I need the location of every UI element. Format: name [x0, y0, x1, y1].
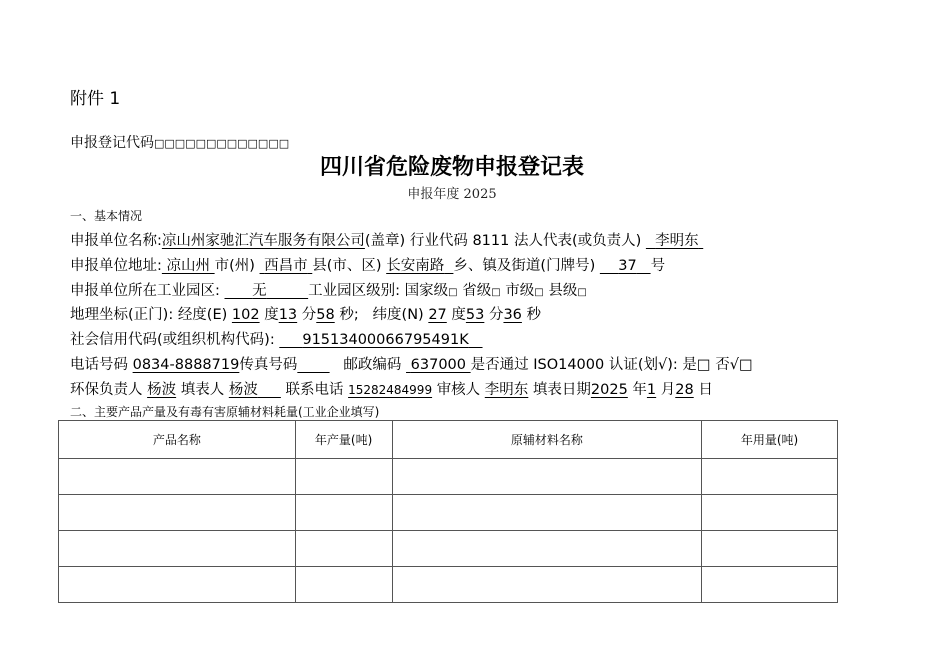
table-cell[interactable] — [59, 567, 296, 603]
park-level-municipal: 市级 — [505, 283, 535, 299]
contact-phone-label: 联系电话 — [285, 382, 344, 398]
postcode-label: 邮政编码 — [343, 357, 402, 373]
table-cell[interactable] — [59, 459, 296, 495]
deg-unit: 度 — [264, 307, 279, 323]
section-materials: 二、主要产品产量及有毒有害原辅材料耗量(工业企业填写) — [70, 405, 380, 419]
table-cell[interactable] — [702, 531, 838, 567]
table-header-row — [59, 421, 838, 459]
iso-yes-option[interactable]: 是□ — [682, 357, 711, 373]
env-manager-value[interactable]: 杨波 — [147, 382, 177, 398]
park-provincial-checkbox[interactable]: □ — [491, 287, 501, 298]
table-row — [59, 531, 838, 567]
iso-label: 是否通过 ISO14000 认证(划√): — [470, 357, 678, 373]
table-row — [59, 567, 838, 603]
park-level-label: 工业园区级别: — [308, 283, 401, 299]
phone-value[interactable]: 0834-8888719 — [132, 357, 240, 373]
park-municipal-checkbox[interactable]: □ — [534, 287, 544, 298]
longitude-min[interactable]: 13 — [278, 307, 298, 323]
deg-unit-2: 度 — [451, 307, 466, 323]
date-year[interactable]: 2025 — [590, 382, 628, 398]
table-cell[interactable] — [392, 459, 702, 495]
industrial-park-row — [70, 279, 587, 300]
longitude-label: 经度(E) — [177, 307, 228, 323]
unit-name-label: 申报单位名称: — [70, 233, 162, 249]
table-cell[interactable] — [295, 495, 392, 531]
attachment-label: 附件 1 — [70, 89, 121, 109]
form-title: 四川省危险废物申报登记表 — [319, 154, 584, 180]
section-basic-info: 一、基本情况 — [70, 209, 143, 223]
date-month[interactable]: 1 — [646, 382, 657, 398]
filler-value[interactable]: 杨波 — [228, 382, 258, 398]
day-unit: 日 — [698, 382, 713, 398]
reg-code-label: 申报登记代码 — [70, 135, 154, 151]
number-suffix: 号 — [650, 258, 666, 274]
col-annual-usage: 年用量(吨) — [702, 421, 838, 459]
table-cell[interactable] — [295, 459, 392, 495]
industry-label: 行业代码 — [409, 233, 468, 249]
latitude-deg[interactable]: 27 — [428, 307, 447, 323]
credit-code-row — [70, 328, 483, 349]
credit-code-value[interactable]: 91513400066795491K — [302, 332, 469, 348]
reg-code-boxes[interactable]: □□□□□□□□□□□□□ — [154, 137, 290, 150]
report-year: 申报年度 2025 — [407, 187, 497, 202]
latitude-sec[interactable]: 36 — [503, 307, 522, 323]
contact-row — [70, 353, 753, 374]
street-suffix: 乡、镇及街道(门牌号) — [453, 258, 596, 274]
table-cell[interactable] — [392, 567, 702, 603]
phone-label: 电话号码 — [70, 357, 128, 373]
address-row — [70, 254, 665, 275]
latitude-min[interactable]: 53 — [465, 307, 485, 323]
park-level-national: 国家级 — [404, 283, 449, 299]
table-cell[interactable] — [59, 495, 296, 531]
table-row — [59, 459, 838, 495]
year-unit: 年 — [632, 382, 647, 398]
table-cell[interactable] — [392, 495, 702, 531]
industry-code[interactable]: 8111 — [472, 233, 510, 249]
unit-name-row — [70, 229, 703, 250]
geo-row — [70, 303, 541, 324]
env-manager-label: 环保负责人 — [70, 382, 143, 398]
reviewer-label: 审核人 — [436, 382, 481, 398]
credit-code-label: 社会信用代码(或组织机构代码): — [70, 332, 275, 348]
date-day[interactable]: 28 — [675, 382, 694, 398]
filler-label: 填表人 — [180, 382, 225, 398]
address-label: 申报单位地址: — [70, 258, 162, 274]
park-national-checkbox[interactable]: □ — [448, 287, 458, 298]
park-county-checkbox[interactable]: □ — [577, 287, 587, 298]
col-material-name: 原辅材料名称 — [392, 421, 702, 459]
table-cell[interactable] — [702, 567, 838, 603]
seal-label: (盖章) — [364, 233, 406, 249]
materials-table — [58, 420, 838, 603]
reg-code-row — [70, 132, 289, 152]
park-label: 申报单位所在工业园区: — [70, 283, 220, 299]
fax-label: 传真号码 — [239, 357, 298, 373]
street-value[interactable]: 长安南路 — [386, 258, 445, 274]
park-level-county: 县级 — [548, 283, 578, 299]
table-cell[interactable] — [59, 531, 296, 567]
sec-unit: 秒 — [339, 307, 354, 323]
iso-no-option[interactable]: 否√□ — [715, 357, 753, 373]
city-value[interactable]: 西昌市 — [264, 258, 308, 274]
longitude-deg[interactable]: 102 — [231, 307, 260, 323]
latitude-label: 纬度(N) — [372, 307, 424, 323]
legal-rep-value[interactable]: 李明东 — [655, 233, 699, 249]
table-cell[interactable] — [295, 567, 392, 603]
col-annual-output: 年产量(吨) — [295, 421, 392, 459]
park-value[interactable]: 无 — [252, 283, 267, 299]
min-unit-2: 分 — [488, 307, 504, 323]
table-cell[interactable] — [392, 531, 702, 567]
month-unit: 月 — [660, 382, 676, 398]
table-body — [59, 459, 838, 603]
geo-label: 地理坐标(正门): — [70, 307, 174, 323]
unit-name-value[interactable]: 凉山州家驰汇汽车服务有限公司 — [161, 233, 365, 249]
park-level-provincial: 省级 — [462, 283, 492, 299]
postcode-value[interactable]: 637000 — [410, 357, 466, 373]
fax-value[interactable] — [297, 357, 329, 373]
sec-unit-2: 秒 — [526, 307, 542, 323]
legal-rep-label: 法人代表(或负责人) — [513, 233, 642, 249]
prefecture-value[interactable]: 凉山州 — [166, 258, 210, 274]
table-cell[interactable] — [702, 495, 838, 531]
date-label: 填表日期 — [532, 382, 591, 398]
house-number[interactable]: 37 — [618, 258, 637, 274]
table-cell[interactable] — [295, 531, 392, 567]
people-row — [70, 378, 713, 399]
reviewer-value[interactable]: 李明东 — [484, 382, 529, 398]
county-suffix: 县(市、区) — [312, 258, 382, 274]
min-unit: 分 — [301, 307, 317, 323]
table-cell[interactable] — [702, 459, 838, 495]
geo-separator: ; — [353, 307, 359, 323]
col-product-name: 产品名称 — [59, 421, 296, 459]
contact-phone-value[interactable]: 15282484999 — [348, 383, 433, 397]
table-row — [59, 495, 838, 531]
longitude-sec[interactable]: 58 — [316, 307, 335, 323]
prefecture-suffix: 市(州) — [214, 258, 255, 274]
